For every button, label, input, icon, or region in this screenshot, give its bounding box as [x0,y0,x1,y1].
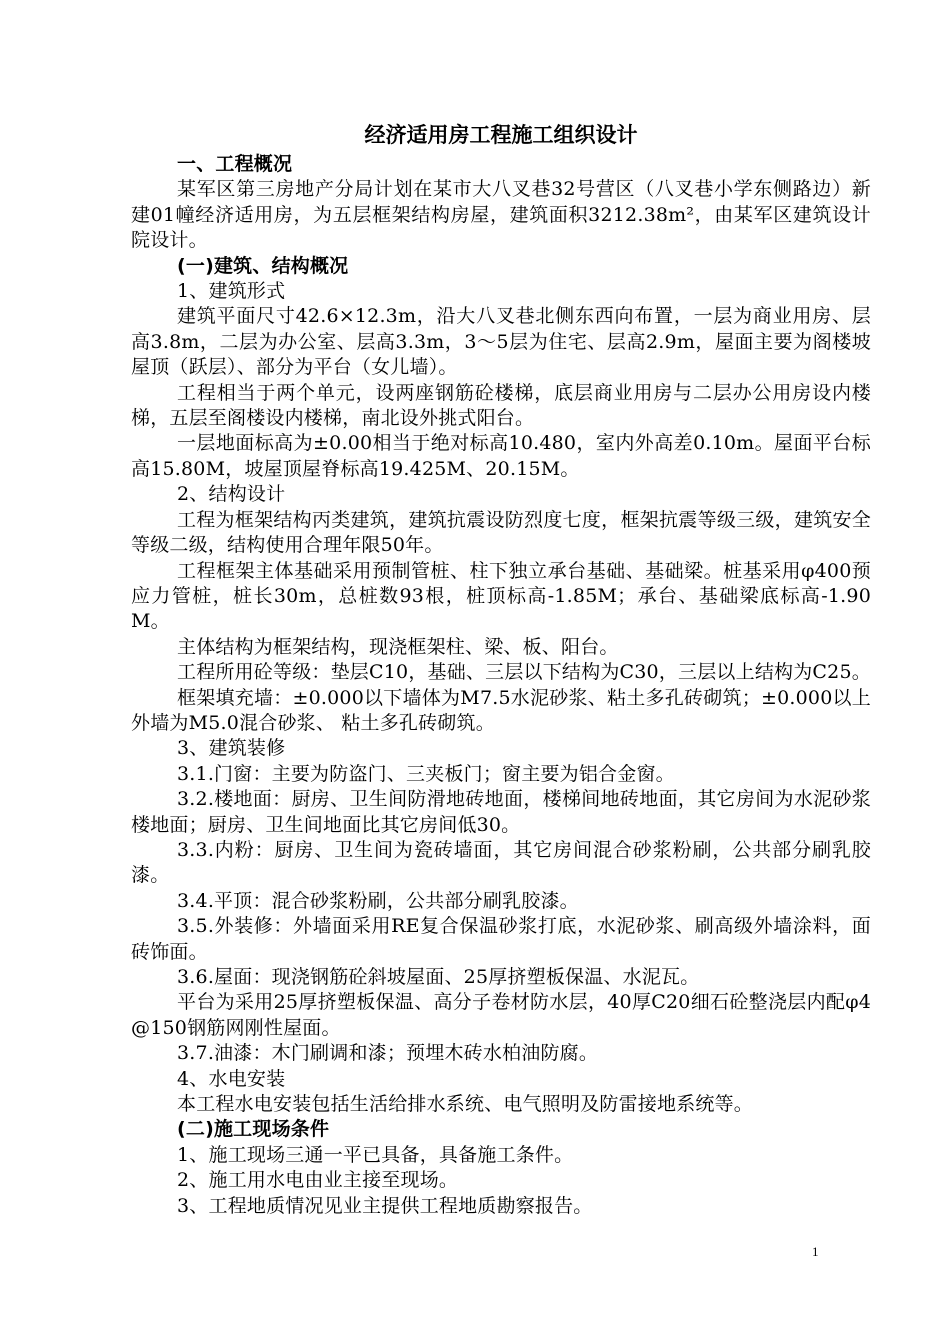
subsection-heading-architecture: (一)建筑、结构概况 [177,254,349,277]
paragraph-decoration-1: 3.1.门窗：主要为防盗门、三夹板门；窗主要为铝合金窗。 [177,762,675,785]
paragraph-form-3: 一层地面标高为±0.00相当于绝对标高10.480，室内外高差0.10m。屋面平台标高15.80M，坡屋顶屋脊标高19.425M、20.15M。 [131,432,871,480]
paragraph-structure-1: 工程为框架结构丙类建筑，建筑抗震设防烈度七度，框架抗震等级三级，建筑安全等级二级，结构使用合理年限50年。 [131,508,871,557]
paragraph-decoration-6: 3.6.屋面：现浇钢筋砼斜坡屋面、25厚挤塑板保温、水泥瓦。 [177,966,700,988]
item-heading-decoration: 3、建筑装修 [177,737,286,760]
paragraph-decoration-5: 3.5.外装修：外墙面采用RE复合保温砂浆打底，水泥砂浆、刷高级外墙涂料，面砖饰面。 [131,915,871,963]
paragraph-form-1: 建筑平面尺寸42.6×12.3m，沿大八叉巷北侧东西向布置，一层为商业用房、层高3.8m，二层为办公室、层高3.3m，3～5层为住宅、层高2.9m，屋面主要为阁楼坡屋顶（跃层）、部分为平台（女儿墙）。 [131,305,871,379]
item-heading-structure: 2、结构设计 [177,483,286,506]
paragraph-installation-1: 本工程水电安装包括生活给排水系统、电气照明及防雷接地系统等。 [177,1093,754,1116]
paragraph-decoration-2: 3.2.楼地面：厨房、卫生间防滑地砖地面，楼梯间地砖地面，其它房间为水泥砂浆楼地面；厨房、卫生间地面比其它房间低30。 [131,788,871,836]
intro-paragraph: 某军区第三房地产分局计划在某市大八叉巷32号营区（八叉巷小学东侧路边）新建01幢经济适用房，为五层框架结构房屋，建筑面积3212.38m²，由某军区建筑设计院设计。 [131,178,871,252]
page-number: 1 [812,1244,819,1259]
paragraph-decoration-4: 3.4.平顶：混合砂浆粉刷，公共部分刷乳胶漆。 [177,889,579,912]
paragraph-structure-2: 工程框架主体基础采用预制管桩、柱下独立承台基础、基础梁。桩基采用φ400预应力管桩，桩长30m，总桩数93根，桩顶标高-1.85M；承台、基础梁底标高-1.90M。 [131,559,871,633]
item-heading-form: 1、建筑形式 [177,280,286,303]
document-title: 经济适用房工程施工组织设计 [364,123,638,147]
paragraph-decoration-3: 3.3.内粉：厨房、卫生间为瓷砖墙面，其它房间混合砂浆粉刷，公共部分刷乳胶漆。 [131,838,871,887]
site-condition-2: 2、施工用水电由业主接至现场。 [177,1169,459,1192]
paragraph-form-2: 工程相当于两个单元，设两座钢筋砼楼梯，底层商业用房与二层办公用房设内楼梯，五层至阁楼设内楼梯，南北设外挑式阳台。 [131,381,871,430]
paragraph-structure-4: 工程所用砼等级：垫层C10，基础、三层以下结构为C30，三层以上结构为C25。 [177,661,871,684]
subsection-heading-site: (二)施工现场条件 [177,1118,330,1141]
item-heading-installation: 4、水电安装 [177,1067,286,1090]
paragraph-decoration-8: 3.7.油漆：木门刷调和漆；预埋木砖水柏油防腐。 [177,1042,599,1065]
paragraph-decoration-7: 平台为采用25厚挤塑板保温、高分子卷材防水层，40厚C20细石砼整浇层内配φ4@150钢筋网刚性屋面。 [131,991,871,1039]
document-page [131,118,871,1219]
paragraph-structure-5: 框架填充墙：±0.000以下墙体为M7.5水泥砂浆、粘土多孔砖砌筑；±0.000以上外墙为M5.0混合砂浆、 粘土多孔砖砌筑。 [131,686,871,734]
site-condition-1: 1、施工现场三通一平已具备，具备施工条件。 [177,1143,574,1166]
paragraph-structure-3: 主体结构为框架结构，现浇框架柱、梁、板、阳台。 [177,635,619,658]
site-condition-3: 3、工程地质情况见业主提供工程地质勘察报告。 [177,1194,593,1217]
section-heading-overview: 一、工程概况 [177,153,293,175]
